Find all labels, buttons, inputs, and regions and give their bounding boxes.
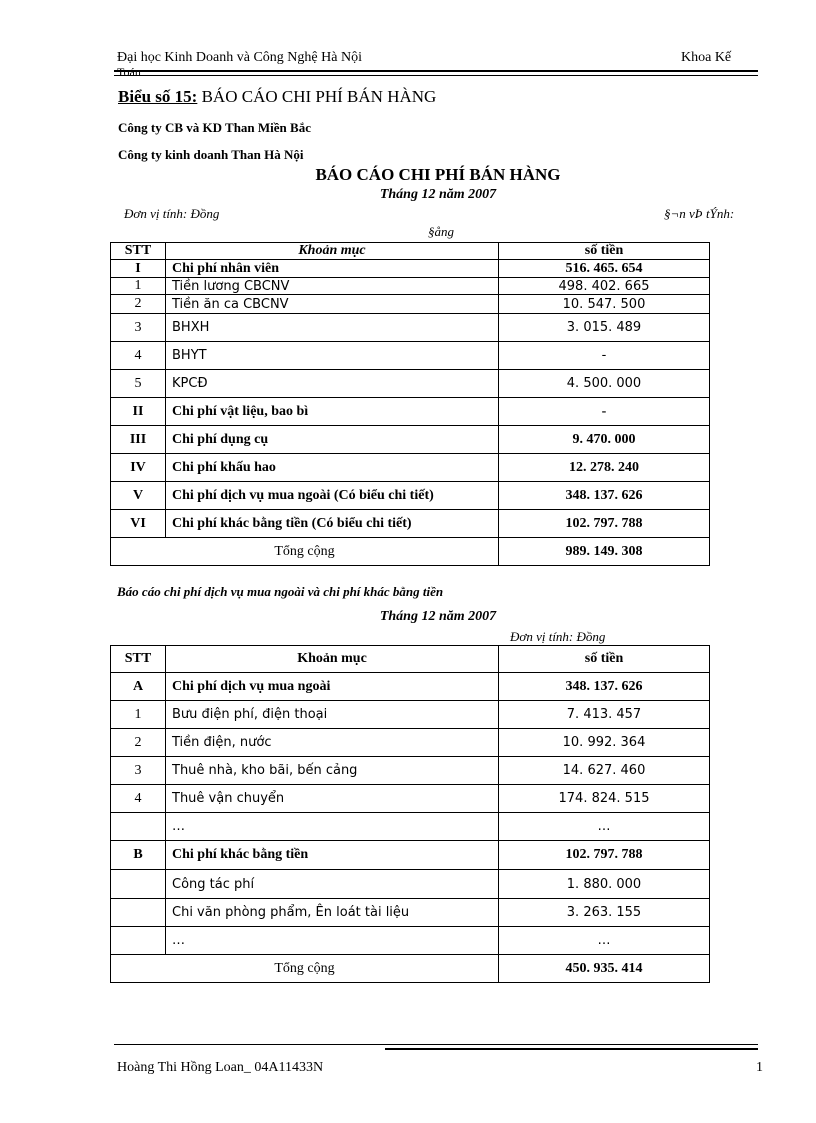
- detail-expense-table: [110, 645, 710, 983]
- row-amount: 4. 500. 000: [499, 370, 710, 398]
- row-item: Chi phí khác bằng tiền (Có biểu chi tiết): [166, 510, 499, 538]
- table-row: [111, 673, 710, 701]
- unit-label-garbled-cont: §ång: [428, 224, 454, 239]
- row-stt: 4: [111, 342, 166, 370]
- row-stt: 5: [111, 370, 166, 398]
- row-stt: 3: [111, 314, 166, 342]
- unit-label-garbled: §¬n vÞ tÝnh:: [664, 206, 735, 221]
- row-item: Chi phí dịch vụ mua ngoài (Có biểu chi tiết): [166, 482, 499, 510]
- table-row: [111, 342, 710, 370]
- row-stt: 1: [111, 701, 166, 729]
- header-rule-thin: [114, 75, 758, 76]
- row-item: …: [166, 927, 499, 955]
- row-amount: 348. 137. 626: [499, 673, 710, 701]
- table-header-row: [111, 646, 710, 673]
- row-amount: 348. 137. 626: [499, 482, 710, 510]
- total-amount: 989. 149. 308: [499, 538, 710, 566]
- table-row: [111, 295, 710, 314]
- table-header-row: [111, 243, 710, 260]
- row-amount: 10. 547. 500: [499, 295, 710, 314]
- row-item: BHYT: [166, 342, 499, 370]
- row-item: Chi phí nhân viên: [166, 260, 499, 278]
- row-stt: 3: [111, 757, 166, 785]
- total-label: Tổng cộng: [111, 955, 499, 983]
- footer-rule: [114, 1044, 758, 1045]
- header-amount: số tiền: [499, 243, 710, 260]
- row-item: Tiền điện, nước: [166, 729, 499, 757]
- row-stt: [111, 813, 166, 841]
- row-amount: 498. 402. 665: [499, 278, 710, 295]
- report-label-title: BÁO CÁO CHI PHÍ BÁN HÀNG: [197, 87, 437, 106]
- row-amount: 14. 627. 460: [499, 757, 710, 785]
- row-stt: [111, 927, 166, 955]
- table-row: [111, 278, 710, 295]
- row-amount: -: [499, 398, 710, 426]
- row-item: Công tác phí: [166, 870, 499, 899]
- row-item: Chi phí dịch vụ mua ngoài: [166, 673, 499, 701]
- row-stt: VI: [111, 510, 166, 538]
- row-amount: 174. 824. 515: [499, 785, 710, 813]
- row-amount: 102. 797. 788: [499, 510, 710, 538]
- row-item: BHXH: [166, 314, 499, 342]
- university-name: Đại học Kinh Doanh và Công Nghệ Hà Nội: [117, 50, 362, 65]
- row-amount: 12. 278. 240: [499, 454, 710, 482]
- table-row: [111, 482, 710, 510]
- table-row: [111, 426, 710, 454]
- row-item: Chi phí khấu hao: [166, 454, 499, 482]
- table-row: [111, 813, 710, 841]
- footer-author: Hoàng Thi Hồng Loan_ 04A11433N: [117, 1060, 324, 1075]
- header-amount: số tiền: [499, 646, 710, 673]
- row-stt: [111, 870, 166, 899]
- row-amount: …: [499, 813, 710, 841]
- header-stt: STT: [111, 243, 166, 260]
- table-row: [111, 785, 710, 813]
- row-amount: 9. 470. 000: [499, 426, 710, 454]
- row-item: Chi phí dụng cụ: [166, 426, 499, 454]
- table-row: [111, 729, 710, 757]
- row-item: Chi văn phòng phẩm, Ên loát tài liệu: [166, 899, 499, 927]
- row-amount: 3. 015. 489: [499, 314, 710, 342]
- row-item: Chi phí vật liệu, bao bì: [166, 398, 499, 426]
- row-item: Tiền ăn ca CBCNV: [166, 295, 499, 314]
- table-row: [111, 314, 710, 342]
- selling-expense-table: [110, 242, 710, 566]
- unit-label: Đơn vị tính: Đồng: [124, 206, 220, 221]
- report-title: BÁO CÁO CHI PHÍ BÁN HÀNG: [315, 165, 561, 184]
- table-row: [111, 927, 710, 955]
- table-row: [111, 454, 710, 482]
- row-stt: 2: [111, 295, 166, 314]
- row-stt: [111, 899, 166, 927]
- row-stt: 2: [111, 729, 166, 757]
- row-amount: 1. 880. 000: [499, 870, 710, 899]
- row-item: KPCĐ: [166, 370, 499, 398]
- row-item: Thuê nhà, kho bãi, bến cảng: [166, 757, 499, 785]
- row-stt: 4: [111, 785, 166, 813]
- table-row: [111, 701, 710, 729]
- row-amount: 102. 797. 788: [499, 841, 710, 870]
- report-label-number: Biểu số 15:: [118, 87, 198, 106]
- table-row: [111, 510, 710, 538]
- row-stt: V: [111, 482, 166, 510]
- row-stt: III: [111, 426, 166, 454]
- row-amount: 516. 465. 654: [499, 260, 710, 278]
- section2-title: Báo cáo chi phí dịch vụ mua ngoài và chi phí khác bằng tiền: [117, 584, 444, 599]
- header-rule: [114, 70, 758, 72]
- company-branch: Công ty kinh doanh Than Hà Nội: [118, 147, 304, 162]
- table-row: [111, 757, 710, 785]
- table-row: [111, 899, 710, 927]
- report-month: Tháng 12 năm 2007: [379, 187, 497, 202]
- row-item: Bưu điện phí, điện thoại: [166, 701, 499, 729]
- row-item: Tiền lương CBCNV: [166, 278, 499, 295]
- table-row: [111, 260, 710, 278]
- report-label: [118, 87, 436, 107]
- total-amount: 450. 935. 414: [499, 955, 710, 983]
- header-item: Khoản mục: [166, 646, 499, 673]
- total-row: [111, 538, 710, 566]
- faculty-name-continued: Toán: [117, 65, 141, 79]
- row-amount: …: [499, 927, 710, 955]
- table-row: [111, 398, 710, 426]
- row-amount: 10. 992. 364: [499, 729, 710, 757]
- total-label: Tổng cộng: [111, 538, 499, 566]
- section2-month: Tháng 12 năm 2007: [379, 609, 497, 624]
- total-row: [111, 955, 710, 983]
- row-stt: II: [111, 398, 166, 426]
- row-amount: -: [499, 342, 710, 370]
- header-stt: STT: [111, 646, 166, 673]
- row-stt: IV: [111, 454, 166, 482]
- company-parent: Công ty CB và KD Than Miền Bắc: [118, 120, 311, 135]
- row-item: Thuê vận chuyển: [166, 785, 499, 813]
- row-stt: B: [111, 841, 166, 870]
- row-item: Chi phí khác bằng tiền: [166, 841, 499, 870]
- section2-unit: Đơn vị tính: Đồng: [510, 629, 606, 644]
- header-item: Khoản mục: [166, 243, 499, 260]
- table-row: [111, 370, 710, 398]
- page-number: 1: [756, 1060, 763, 1075]
- row-amount: 3. 263. 155: [499, 899, 710, 927]
- row-stt: A: [111, 673, 166, 701]
- row-item: …: [166, 813, 499, 841]
- row-stt: I: [111, 260, 166, 278]
- table-row: [111, 841, 710, 870]
- row-stt: 1: [111, 278, 166, 295]
- footer-rule-thick: [385, 1048, 758, 1050]
- faculty-name: Khoa Kế: [681, 50, 732, 65]
- row-amount: 7. 413. 457: [499, 701, 710, 729]
- table-row: [111, 870, 710, 899]
